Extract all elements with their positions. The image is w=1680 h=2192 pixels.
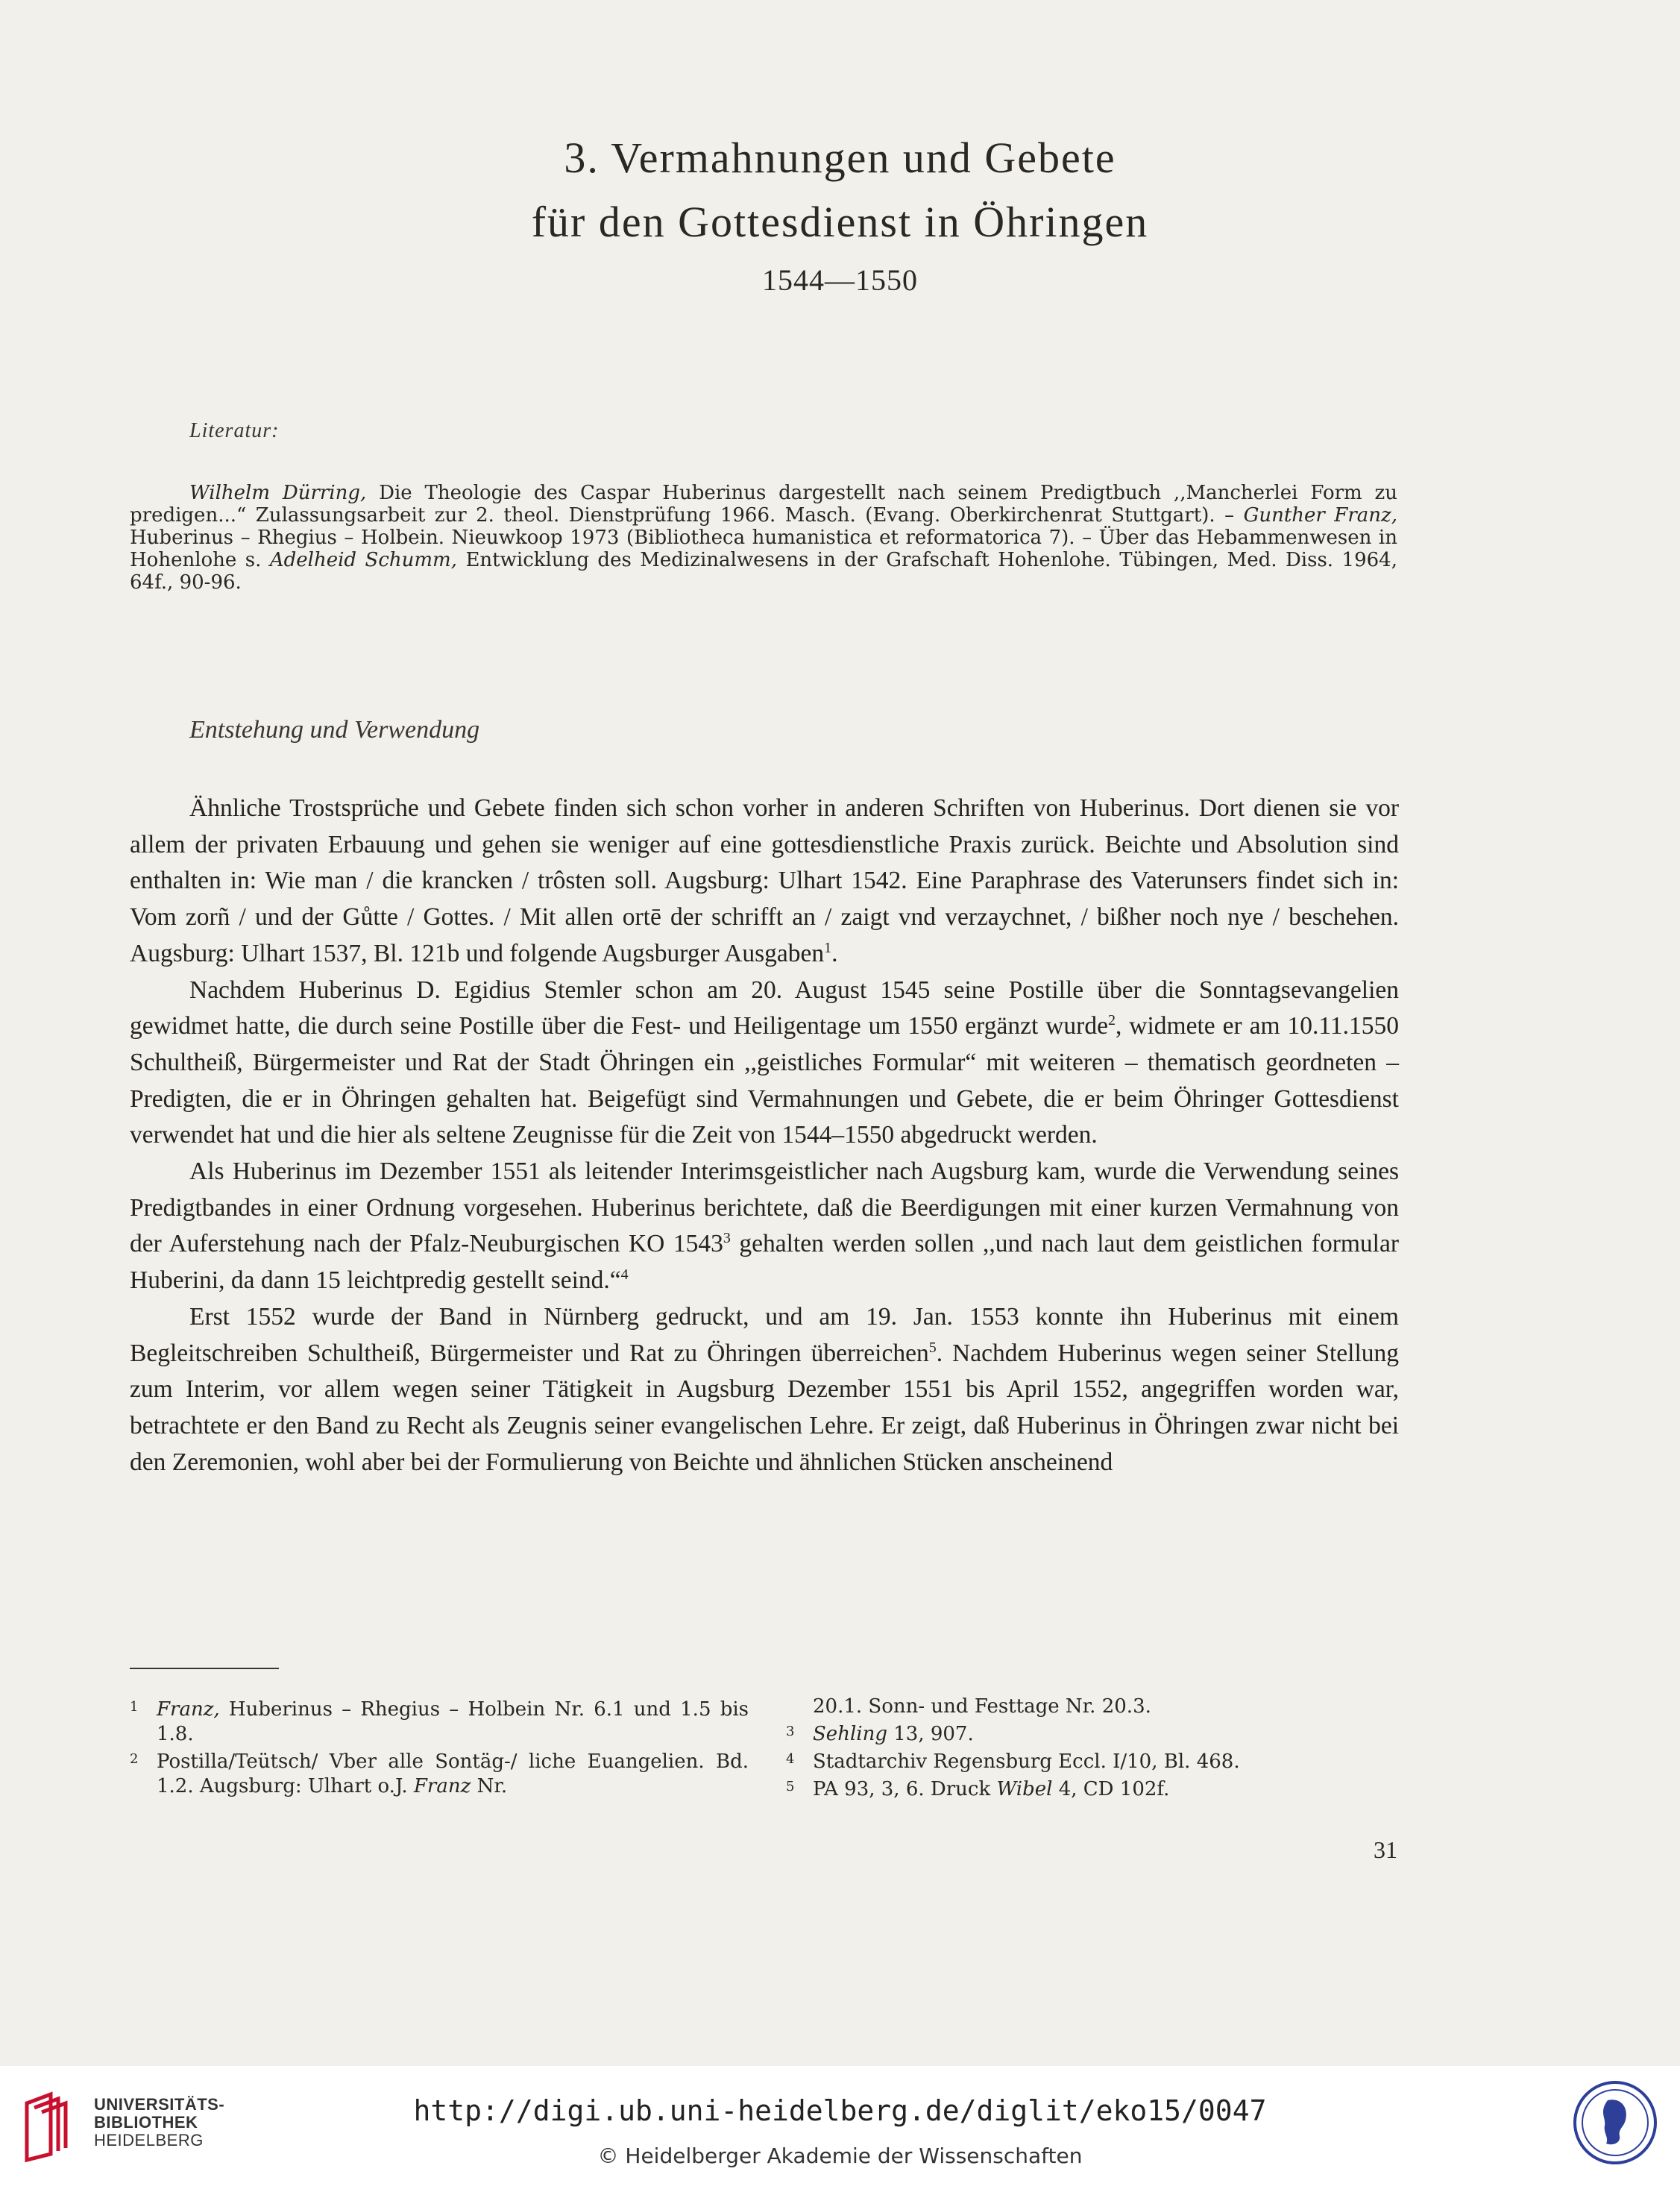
logo-line-1: UNIVERSITÄTS-	[94, 2095, 225, 2114]
footnote-5	[786, 1774, 1397, 1802]
paragraph-3	[130, 1154, 1399, 1299]
literature-text-2: Huberinus – Rhegius – Holbein. Nieuwkoop 1973 (Bibliotheca humanistica et reformatorica 7). – Über das Hebammenwesen in Hohenlohe s.	[130, 527, 1397, 571]
footnote-5-text: PA 93, 3, 6. Druck	[813, 1778, 997, 1800]
footnote-5-text-end: 4, CD 102f.	[1052, 1778, 1170, 1800]
copyright-notice: © Heidelberger Akademie der Wissenschaften	[597, 2144, 1083, 2168]
footnote-1-number: 1	[130, 1699, 139, 1715]
footnotes-left-column	[130, 1695, 749, 1799]
footnote-1-author: Franz,	[157, 1698, 220, 1721]
literature-block	[130, 482, 1397, 594]
page-number: 31	[1374, 1836, 1397, 1863]
footnote-2	[130, 1747, 749, 1799]
footnotes-right-column	[786, 1695, 1397, 1802]
logo-line-3: HEIDELBERG	[94, 2131, 204, 2149]
paragraph-4-end: . Nachdem Huberinus wegen seiner Stellung zum Interim, vor allem wegen seiner Tätigkeit in Augsburg Dezember 1551 bis April 1552, angegriffen worden war, betrachtete er den Band zu Recht als Zeugnis seiner evangelischen Lehre. Er zeigt, daß Huberinus in Öhringen zwar nicht bei den Zeremonien, wohl aber bei der Formulierung von Beichte und ähnlichen Stücken anscheinend	[130, 1339, 1400, 1476]
footnote-3-text: 13, 907.	[887, 1723, 974, 1745]
footnote-4	[786, 1747, 1397, 1774]
footnote-ref-2: 2	[1107, 1012, 1116, 1029]
paragraph-1-text: Ähnliche Trostsprüche und Gebete finden sich schon vorher in anderen Schriften von Huberinus. Dort dienen sie vor allem der privaten Erbauung und gehen sie weniger auf eine gottesdienstliche Praxis zurück. Beichte und Absolution sind enthalten in: Wie man / die krancken / trôsten soll. Augsburg: Ulhart 1542. Eine Paraphrase des Vaterunsers findet sich in: Vom zorñ / und der Gůtte / Gottes. / Mit allen ortē der schrifft an / zaigt vnd verzaychnet, / bißher noch nye / beschehen. Augsburg: Ulhart 1537, Bl. 121b und folgende Augsburger Ausgaben	[130, 794, 1399, 967]
chapter-title-line-1: 3. Vermahnungen und Gebete	[564, 134, 1116, 182]
literature-text-3: Entwicklung des Medizinalwesens in der Grafschaft Hohenlohe. Tübingen, Med. Diss. 1964, 64f., 90-96.	[130, 549, 1397, 594]
academy-seal-icon[interactable]	[1570, 2078, 1660, 2167]
paragraph-2	[130, 973, 1399, 1155]
footnote-2-text-end: Nr.	[471, 1775, 508, 1797]
literature-heading: Literatur:	[189, 419, 280, 442]
author-franz: Gunther Franz,	[1243, 504, 1397, 527]
literature-text-1: Die Theologie des Caspar Huberinus dargestellt nach seinem Predigtbuch ,,Mancherlei Form zu predigen...“ Zulassungsarbeit zur 2. theol. Dienstprüfung 1966. Masch. (Evang. Oberkirchenrat Stuttgart). –	[130, 482, 1397, 527]
permalink-url[interactable]: http://digi.ub.uni-heidelberg.de/diglit/eko15/0047	[413, 2094, 1267, 2127]
footnote-3-author: Sehling	[813, 1723, 887, 1745]
paragraph-3-text: Als Huberinus im Dezember 1551 als leitender Interimsgeistlicher nach Augsburg kam, wurde die Verwendung seines Predigtbandes in einer Ordnung vorgesehen. Huberinus berichtete, daß die Beerdigungen mit einer kurzen Vermahnung von der Auferstehung nach der Pfalz-Neuburgischen KO 1543	[130, 1158, 1399, 1258]
footnote-4-text: Stadtarchiv Regensburg Eccl. I/10, Bl. 468.	[813, 1750, 1240, 1773]
main-text	[130, 791, 1399, 1480]
paragraph-2-text: Nachdem Huberinus D. Egidius Stemler schon am 20. August 1545 seine Postille über die Sonntagsevangelien gewidmet hatte, die durch seine Postille über die Fest- und Heiligentage um 1550 ergänzt wurde	[130, 976, 1399, 1040]
footnote-5-number: 5	[786, 1779, 795, 1794]
footnote-2-number: 2	[130, 1751, 139, 1767]
footnote-ref-4: 4	[620, 1266, 629, 1284]
paragraph-1	[130, 791, 1399, 973]
footnote-2-text: Postilla/Teütsch/ Vber alle Sontäg-/ liche Euangelien. Bd. 1.2. Augsburg: Ulhart o.J.	[157, 1750, 749, 1797]
footnote-1	[130, 1695, 749, 1747]
footnote-2-author: Franz	[413, 1775, 471, 1797]
paragraph-3-mid: gehalten werden sollen ,,und nach laut dem geistlichen formular Huberini, da dann 15 leichtpredig gestellt seind.“	[130, 1230, 1399, 1295]
viewer-footer	[0, 2066, 1680, 2192]
chapter-title-line-2: für den Gottesdienst in Öhringen	[531, 198, 1149, 246]
footnote-3-number: 3	[786, 1724, 795, 1739]
footnote-2-continuation: 20.1. Sonn- und Festtage Nr. 20.3.	[813, 1695, 1151, 1718]
footnote-divider	[130, 1668, 279, 1669]
author-duerring: Wilhelm Dürring,	[189, 482, 367, 504]
footnote-ref-3: 3	[723, 1230, 731, 1247]
footnote-5-author: Wibel	[996, 1778, 1053, 1800]
logo-line-2: BIBLIOTHEK	[94, 2113, 198, 2132]
footnote-ref-1: 1	[824, 939, 832, 956]
paragraph-2-end: , widmete er am 10.11.1550 Schultheiß, Bürgermeister und Rat der Stadt Öhringen ein ,,geistliches Formular“ mit weiteren – thematisch geordneten – Predigten, die er in Öhringen gehalten hat. Beigefügt sind Vermahnungen und Gebete, die er beim Öhringer Gottesdienst verwendet hat und die hier als seltene Zeugnisse für die Zeit von 1544–1550 abgedruckt werden.	[130, 1012, 1400, 1149]
chapter-years: 1544—1550	[762, 263, 918, 297]
literature-paragraph	[130, 482, 1397, 594]
footnote-4-number: 4	[786, 1751, 795, 1767]
footnote-3	[786, 1719, 1397, 1747]
paragraph-4-text: Erst 1552 wurde der Band in Nürnberg gedruckt, und am 19. Jan. 1553 konnte ihn Huberinus mit einem Begleitschreiben Schultheiß, Bürgermeister und Rat zu Öhringen überreichen	[130, 1302, 1399, 1367]
paragraph-4	[130, 1299, 1399, 1481]
footnote-1-text: Huberinus – Rhegius – Holbein Nr. 6.1 und 1.5 bis 1.8.	[157, 1698, 749, 1745]
entstehung-heading: Entstehung und Verwendung	[189, 716, 480, 744]
footnote-ref-5: 5	[928, 1339, 937, 1356]
paragraph-1-end: .	[831, 939, 838, 967]
author-schumm: Adelheid Schumm,	[269, 549, 457, 571]
